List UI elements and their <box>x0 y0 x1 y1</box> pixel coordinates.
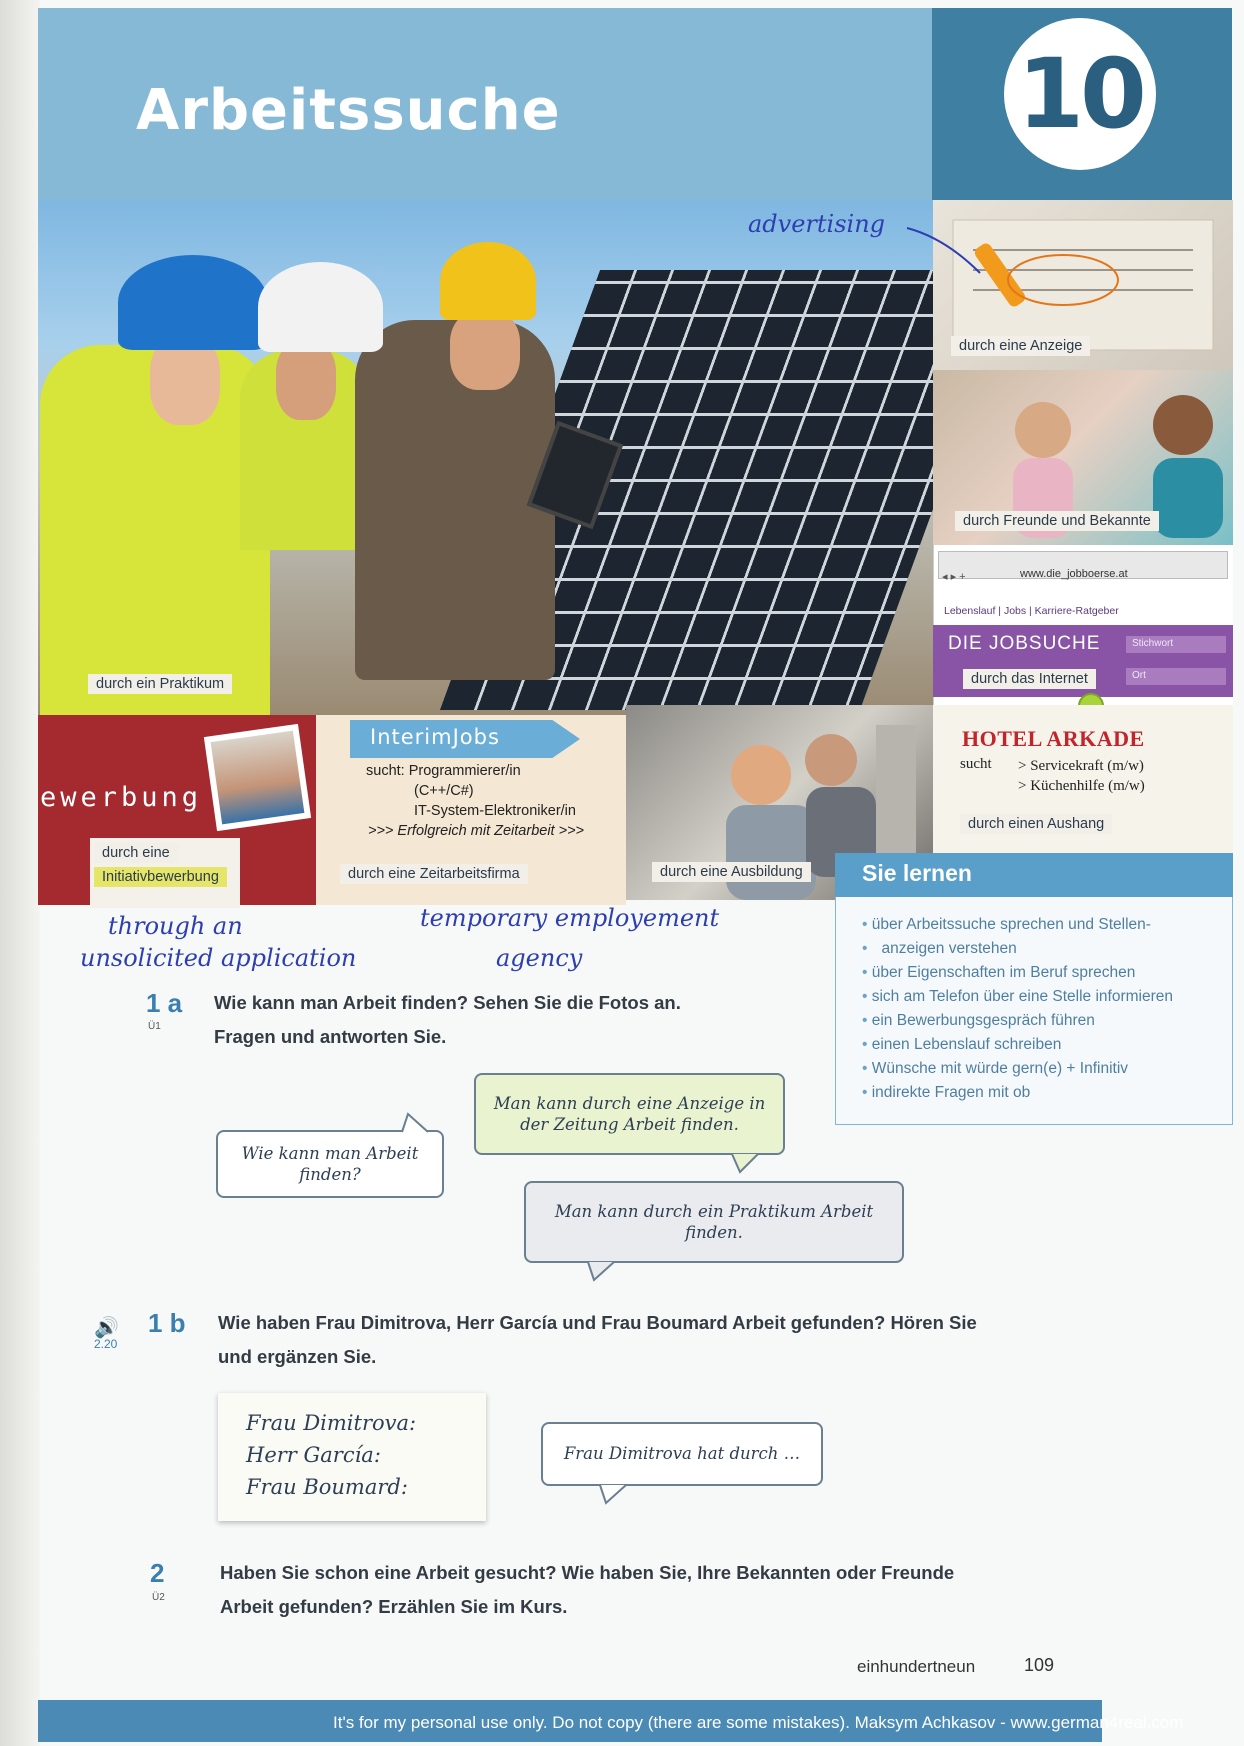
handwritten-arrow <box>905 218 985 278</box>
exercise-2-line-2: Arbeit gefunden? Erzählen Sie im Kurs. <box>220 1596 568 1617</box>
exercise-1a-line-2: Fragen und antworten Sie. <box>214 1026 447 1047</box>
bewerbung-word: ewerbung <box>40 782 203 813</box>
hotel-job-2: > Küchenhilfe (m/w) <box>1018 778 1145 794</box>
caption-anzeige: durch eine Anzeige <box>951 336 1090 356</box>
hotel-job-1: > Servicekraft (m/w) <box>1018 758 1144 774</box>
speech-bubble-answer-1: Man kann durch eine Anzeige in der Zeitung Arbeit finden. <box>474 1073 785 1155</box>
audio-track-number: 2.20 <box>94 1337 118 1351</box>
page-number-word: einhundertneun <box>857 1657 976 1676</box>
speech-bubble-1b: Frau Dimitrova hat durch … <box>541 1422 823 1486</box>
page-number: 109 <box>1024 1655 1055 1675</box>
footer-watermark-note: It's for my personal use only. Do not copy (there are some mistakes). Maksym Achkasov - www.german4real.com <box>333 1713 1184 1732</box>
exercise-number-1b: 1 b <box>148 1308 186 1338</box>
hotel-title: HOTEL ARKADE <box>962 726 1145 751</box>
caption-praktikum: durch ein Praktikum <box>88 674 232 694</box>
chapter-title: Arbeitssuche <box>136 78 561 143</box>
application-portrait <box>204 724 311 831</box>
stichwort-field: Stichwort <box>1126 636 1226 653</box>
browser-url: www.die_jobboerse.at <box>1020 568 1128 580</box>
book-spine-shadow <box>0 0 40 1746</box>
hotel-sucht: sucht <box>960 756 992 772</box>
caption-freunde: durch Freunde und Bekannte <box>955 511 1159 531</box>
caption-aushang: durch einen Aushang <box>960 814 1112 834</box>
handwritten-unsolicited: unsolicited application <box>80 944 357 972</box>
exercise-ref-1a: Ü1 <box>148 1021 161 1032</box>
website-menu: Lebenslauf | Jobs | Karriere-Ratgeber <box>944 605 1119 617</box>
lernen-item: • über Eigenschaften im Beruf sprechen <box>862 964 1135 982</box>
caption-initiativ-1: durch eine <box>94 843 178 863</box>
lernen-item-continued <box>862 940 1017 958</box>
lernen-item: • einen Lebenslauf schreiben <box>862 1036 1061 1054</box>
audio-speaker-icon[interactable]: 🔊 <box>94 1315 119 1339</box>
bubble-tail <box>586 1260 616 1282</box>
exercise-1a-line-1: Wie kann man Arbeit finden? Sehen Sie die Fotos an. <box>214 992 681 1013</box>
handwritten-agency: agency <box>496 944 583 972</box>
chapter-number: 10 <box>1004 18 1156 170</box>
interim-line-1: sucht: Programmierer/in <box>366 763 521 779</box>
handwritten-temporary: temporary employement <box>420 904 720 932</box>
portrait-image <box>211 731 305 825</box>
lernen-item: • indirekte Fragen mit ob <box>862 1084 1030 1102</box>
exercise-1b-line-1: Wie haben Frau Dimitrova, Herr García und Frau Boumard Arbeit gefunden? Hören Sie <box>218 1312 977 1333</box>
note-name-1: Frau Dimitrova: <box>246 1411 417 1435</box>
speech-bubble-answer-2: Man kann durch ein Praktikum Arbeit finden. <box>524 1181 904 1263</box>
caption-internet: durch das Internet <box>963 669 1096 689</box>
caption-initiativ-2: Initiativbewerbung <box>94 867 227 887</box>
interim-title: InterimJobs <box>370 725 500 749</box>
lernen-item-text: anzeigen verstehen <box>881 940 1017 957</box>
speech-bubble-question: Wie kann man Arbeit finden? <box>216 1130 444 1198</box>
lernen-item: • Wünsche mit würde gern(e) + Infinitiv <box>862 1060 1128 1078</box>
note-name-3: Frau Boumard: <box>246 1475 408 1499</box>
sie-lernen-title: Sie lernen <box>862 860 972 886</box>
worker-face <box>450 310 520 390</box>
exercise-number-2: 2 <box>150 1558 165 1588</box>
ort-field: Ort <box>1126 668 1226 685</box>
exercise-2-line-1: Haben Sie schon eine Arbeit gesucht? Wie haben Sie, Ihre Bekannten oder Freunde <box>220 1562 955 1583</box>
interim-line-4: >>> Erfolgreich mit Zeitarbeit >>> <box>368 823 584 839</box>
bubble-tail <box>400 1112 430 1134</box>
exercise-ref-2: Ü2 <box>152 1592 165 1603</box>
caption-ausbildung: durch eine Ausbildung <box>652 862 811 882</box>
jobsuche-title: DIE JOBSUCHE <box>948 633 1101 654</box>
blue-helmet-icon <box>118 255 268 350</box>
exercise-1b-line-2: und ergänzen Sie. <box>218 1346 377 1367</box>
bubble-tail <box>730 1152 760 1174</box>
bubble-tail <box>598 1483 628 1505</box>
browser-nav-buttons: ◂ ▸ + <box>942 571 966 583</box>
handwritten-advertising: advertising <box>748 210 886 238</box>
white-helmet-icon <box>258 262 383 352</box>
interim-line-3: IT-System-Elektroniker/in <box>414 803 576 819</box>
caption-zeitarbeit: durch eine Zeitarbeitsfirma <box>340 864 528 884</box>
interim-line-2: (C++/C#) <box>414 783 474 799</box>
lernen-item: • über Arbeitssuche sprechen und Stellen- <box>862 916 1151 934</box>
handwritten-through-an: through an <box>108 912 243 940</box>
exercise-number-1a: 1 a <box>146 988 183 1018</box>
yellow-helmet-icon <box>440 242 536 320</box>
note-name-2: Herr García: <box>246 1443 381 1467</box>
worker-face <box>276 340 336 420</box>
lernen-item: • sich am Telefon über eine Stelle informieren <box>862 988 1173 1006</box>
lernen-item: • ein Bewerbungsgespräch führen <box>862 1012 1095 1030</box>
